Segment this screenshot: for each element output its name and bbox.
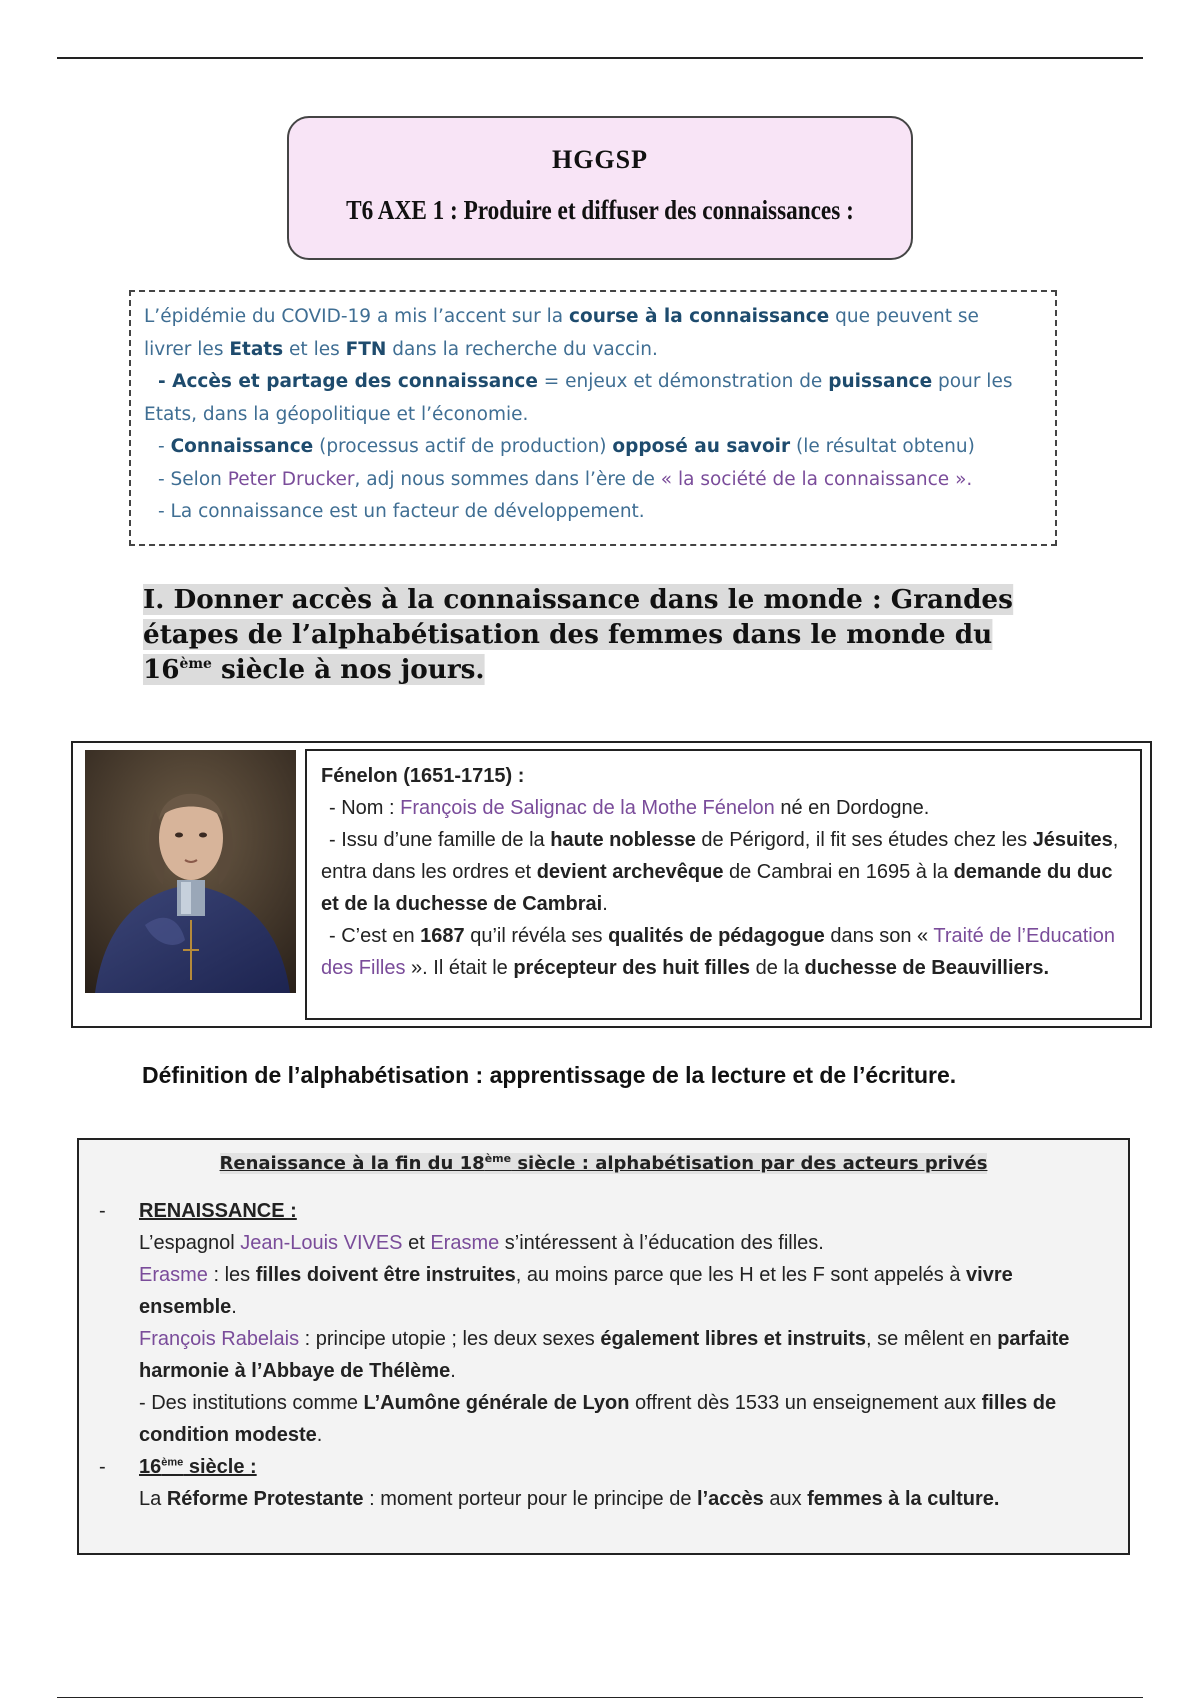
- intro-line: livrer les Etats et les FTN dans la recherche du vaccin.: [144, 338, 658, 360]
- subject-title: HGGSP: [551, 145, 648, 174]
- list-line: La Réforme Protestante : moment porteur pour le principe de l’accès aux femmes à la culture.: [139, 1488, 1000, 1510]
- list-line: François Rabelais : principe utopie ; les deux sexes également libres et instruits, se mêlent en parfaite harmonie à l’Abbaye de Thélème.: [139, 1328, 1070, 1382]
- fenelon-pedagogy: - C’est en 1687 qu’il révéla ses qualités de pédagogue dans son « Traité de l’Education des Filles ». Il était le précepteur des huit filles de la duchesse de Beauvilliers.: [321, 925, 1115, 979]
- intro-line: L’épidémie du COVID-19 a mis l’accent sur la course à la connaissance que peuvent se: [144, 306, 979, 327]
- fenelon-text-box: [305, 749, 1142, 1020]
- intro-box: [129, 290, 1057, 546]
- intro-line: - Accès et partage des connaissance = enjeux et démonstration de puissance pour les: [158, 371, 1013, 392]
- fenelon-name: - Nom : François de Salignac de la Mothe Fénelon né en Dordogne.: [329, 797, 930, 819]
- title-box: [287, 116, 913, 260]
- chapter-title: T6 AXE 1 : Produire et diffuser des connaissances :: [346, 195, 854, 225]
- list-line: Erasme : les filles doivent être instruites, au moins parce que les H et les F sont appelés à vivre ensemble.: [139, 1264, 1013, 1318]
- fenelon-title: Fénelon (1651-1715) :: [321, 765, 525, 787]
- definition-text: Définition de l’alphabétisation : apprentissage de la lecture et de l’écriture.: [142, 1062, 957, 1088]
- list-item: - 16ème siècle :: [99, 1456, 257, 1478]
- renaissance-heading: Renaissance à la fin du 18ème siècle : alphabétisation par des acteurs privés: [219, 1152, 988, 1174]
- section-heading: I. Donner accès à la connaissance dans le monde : Grandes étapes de l’alphabétisation des femmes dans le monde du 16ème siècle à nos jours.: [143, 584, 1013, 685]
- renaissance-box: [77, 1138, 1130, 1555]
- intro-line: Etats, dans la géopolitique et l’économie.: [144, 403, 529, 425]
- list-line: L’espagnol Jean-Louis VIVES et Erasme s’intéressent à l’éducation des filles.: [139, 1232, 824, 1254]
- list-item: - RENAISSANCE :: [99, 1200, 297, 1222]
- fenelon-portrait: [85, 750, 296, 993]
- intro-line: - Selon Peter Drucker, adj nous sommes dans l’ère de « la société de la connaissance ».: [158, 468, 973, 490]
- intro-line: - La connaissance est un facteur de développement.: [158, 501, 645, 522]
- intro-line: - Connaissance (processus actif de production) opposé au savoir (le résultat obtenu): [158, 436, 975, 457]
- list-line: - Des institutions comme L’Aumône générale de Lyon offrent dès 1533 un enseignement aux filles de condition modeste.: [139, 1392, 1057, 1446]
- top-rule: [57, 57, 1143, 59]
- bottom-rule: [57, 1697, 1143, 1698]
- fenelon-bio: - Issu d’une famille de la haute noblesse de Périgord, il fit ses études chez les Jésuites, entra dans les ordres et devient archevêque de Cambrai en 1695 à la demande du duc et de la duchesse de Cambrai.: [321, 829, 1119, 915]
